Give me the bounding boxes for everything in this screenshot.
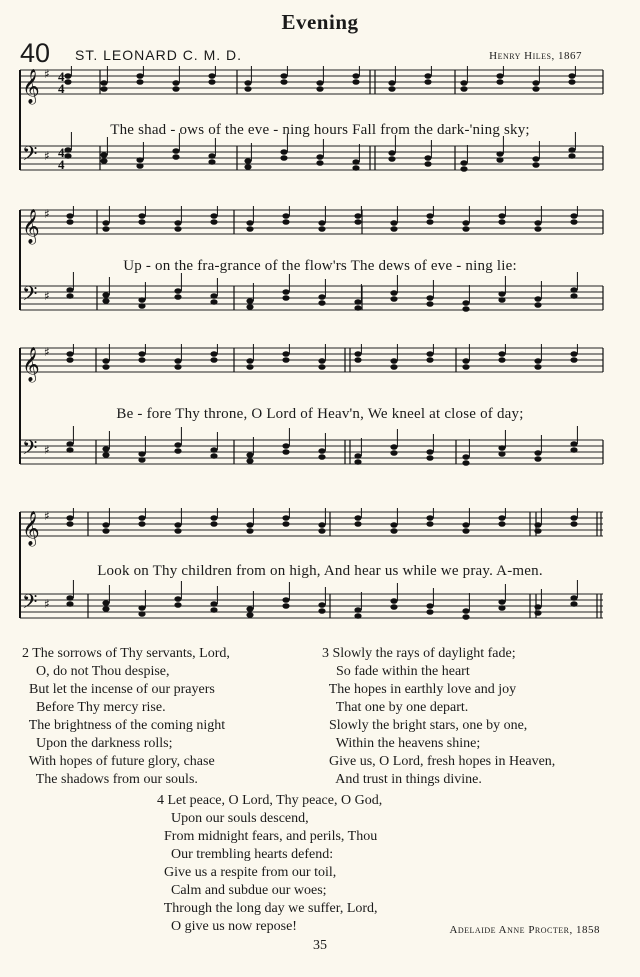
author-credit: Adelaide Anne Procter, 1858 (449, 924, 600, 936)
note-head (388, 150, 395, 156)
note-head (318, 522, 325, 528)
note-head (174, 602, 181, 608)
note-head (282, 521, 289, 527)
note-head (136, 157, 143, 163)
sharp-key-signature-icon: ♯ (44, 345, 50, 359)
note-head (354, 219, 361, 225)
note-head (210, 515, 217, 521)
verse-4 (157, 792, 382, 936)
note-head (318, 220, 325, 226)
note-head (460, 86, 467, 92)
note-head (318, 358, 325, 364)
note-head (102, 226, 109, 232)
note-head (534, 604, 541, 610)
note-head (102, 298, 109, 304)
note-head (354, 351, 361, 357)
note-head (210, 293, 217, 299)
verse-line: From midnight fears, and perils, Thou (157, 829, 378, 844)
note-head (136, 73, 143, 79)
note-head (102, 292, 109, 298)
bass-clef-icon: 𝄢 (22, 282, 38, 310)
sharp-key-signature-icon: ♯ (44, 207, 50, 221)
verse-line: Calm and subdue our woes; (157, 883, 327, 898)
note-head (426, 295, 433, 301)
note-head (498, 357, 505, 363)
note-head (354, 299, 361, 305)
note-head (570, 441, 577, 447)
note-head (426, 449, 433, 455)
note-head (136, 163, 143, 169)
note-head (66, 601, 73, 607)
note-head (498, 451, 505, 457)
note-head (138, 303, 145, 309)
note-head (100, 80, 107, 86)
note-head (282, 219, 289, 225)
verse-line: The brightness of the coming night (22, 718, 226, 733)
note-head (244, 164, 251, 170)
note-head (388, 80, 395, 86)
note-head (210, 351, 217, 357)
note-head (138, 351, 145, 357)
note-head (532, 156, 539, 162)
note-head (138, 219, 145, 225)
note-head (246, 364, 253, 370)
note-head (570, 357, 577, 363)
note-head (462, 460, 469, 466)
bass-clef-icon: 𝄢 (22, 590, 38, 618)
note-head (66, 447, 73, 453)
note-head (210, 601, 217, 607)
note-head (534, 358, 541, 364)
lyric-line-4: Look on Thy children from on high, And hear us while we pray. A-men. (97, 563, 543, 579)
note-head (174, 358, 181, 364)
note-head (426, 357, 433, 363)
note-head (390, 444, 397, 450)
note-head (460, 166, 467, 172)
note-head (318, 528, 325, 534)
note-head (174, 220, 181, 226)
verse-line: With hopes of future glory, chase (22, 754, 215, 769)
note-head (174, 448, 181, 454)
lyric-line-1: The shad - ows of the eve - ning hours Fall from the dark-'ning sky; (110, 122, 530, 138)
sharp-key-signature-icon: ♯ (44, 509, 50, 523)
note-head (208, 73, 215, 79)
note-head (246, 612, 253, 618)
note-head (66, 515, 73, 521)
note-head (172, 80, 179, 86)
note-head (66, 351, 73, 357)
note-head (246, 458, 253, 464)
note-head (534, 296, 541, 302)
note-head (496, 73, 503, 79)
sharp-key-signature-icon: ♯ (44, 443, 50, 457)
note-head (390, 604, 397, 610)
note-head (534, 450, 541, 456)
note-head (462, 300, 469, 306)
note-head (174, 364, 181, 370)
note-head (282, 289, 289, 295)
time-signature-icon: 4 (58, 69, 65, 84)
note-head (138, 357, 145, 363)
note-head (534, 456, 541, 462)
note-head (64, 147, 71, 153)
verse-line: O, do not Thou despise, (22, 664, 170, 679)
note-head (102, 606, 109, 612)
note-head (174, 288, 181, 294)
verse-2 (22, 645, 230, 789)
note-head (354, 357, 361, 363)
note-head (172, 148, 179, 154)
note-head (64, 73, 71, 79)
note-head (246, 452, 253, 458)
verse-line: Before Thy mercy rise. (22, 700, 166, 715)
note-head (462, 528, 469, 534)
note-head (426, 455, 433, 461)
sharp-key-signature-icon: ♯ (44, 67, 50, 81)
verse-line: 4 Let peace, O Lord, Thy peace, O God, (157, 793, 383, 808)
note-head (210, 453, 217, 459)
note-head (246, 528, 253, 534)
note-head (354, 453, 361, 459)
note-head (174, 522, 181, 528)
note-head (460, 160, 467, 166)
note-head (102, 528, 109, 534)
note-head (352, 73, 359, 79)
note-head (534, 302, 541, 308)
note-head (318, 294, 325, 300)
note-head (174, 442, 181, 448)
note-head (570, 595, 577, 601)
note-head (280, 79, 287, 85)
note-head (66, 357, 73, 363)
note-head (138, 605, 145, 611)
note-head (388, 86, 395, 92)
note-head (534, 528, 541, 534)
note-head (532, 162, 539, 168)
note-head (102, 522, 109, 528)
note-head (390, 296, 397, 302)
note-head (568, 147, 575, 153)
note-head (66, 287, 73, 293)
note-head (426, 609, 433, 615)
note-head (498, 219, 505, 225)
note-head (354, 305, 361, 311)
note-head (100, 86, 107, 92)
verse-line: Within the heavens shine; (322, 736, 481, 751)
note-head (462, 306, 469, 312)
note-head (210, 447, 217, 453)
note-head (424, 161, 431, 167)
verse-line: Upon the darkness rolls; (22, 736, 173, 751)
bass-clef-icon: 𝄢 (22, 142, 38, 170)
note-head (208, 79, 215, 85)
note-head (354, 613, 361, 619)
note-head (318, 300, 325, 306)
note-head (426, 603, 433, 609)
note-head (498, 291, 505, 297)
note-head (570, 601, 577, 607)
note-head (282, 351, 289, 357)
note-head (138, 297, 145, 303)
note-head (424, 79, 431, 85)
note-head (496, 151, 503, 157)
note-head (282, 443, 289, 449)
hymn-number: 40 (20, 38, 51, 68)
note-head (282, 295, 289, 301)
note-head (390, 358, 397, 364)
time-signature-icon: 4 (58, 81, 65, 96)
note-head (102, 446, 109, 452)
note-head (460, 80, 467, 86)
note-head (462, 454, 469, 460)
note-head (174, 596, 181, 602)
treble-clef-icon: 𝄞 (22, 209, 40, 244)
sharp-key-signature-icon: ♯ (44, 149, 50, 163)
note-head (426, 521, 433, 527)
treble-clef-icon: 𝄞 (22, 511, 40, 546)
note-head (66, 521, 73, 527)
note-head (534, 522, 541, 528)
verse-line: O give us now repose! (157, 919, 297, 934)
note-head (64, 79, 71, 85)
note-head (570, 351, 577, 357)
note-head (172, 86, 179, 92)
verse-line: But let the incense of our prayers (22, 682, 215, 697)
note-head (352, 79, 359, 85)
note-head (352, 165, 359, 171)
note-head (282, 213, 289, 219)
note-head (244, 80, 251, 86)
note-head (66, 595, 73, 601)
verse-line: 3 Slowly the rays of daylight fade; (322, 646, 516, 661)
tune-name: ST. LEONARD C. M. D. (75, 47, 243, 63)
note-head (66, 219, 73, 225)
note-head (282, 515, 289, 521)
verse-line: Upon our souls descend, (157, 811, 309, 826)
note-head (534, 220, 541, 226)
note-head (498, 351, 505, 357)
note-head (318, 448, 325, 454)
note-head (462, 358, 469, 364)
note-head (568, 79, 575, 85)
note-head (390, 226, 397, 232)
note-head (174, 294, 181, 300)
note-head (532, 86, 539, 92)
note-head (462, 364, 469, 370)
note-head (246, 606, 253, 612)
verse-line: So fade within the heart (322, 664, 470, 679)
note-head (570, 287, 577, 293)
verse-line: Through the long day we suffer, Lord, (157, 901, 378, 916)
note-head (210, 521, 217, 527)
note-head (570, 213, 577, 219)
time-signature-icon: 4 (58, 157, 65, 172)
note-head (246, 358, 253, 364)
note-head (280, 149, 287, 155)
note-head (64, 153, 71, 159)
note-head (498, 297, 505, 303)
note-head (282, 449, 289, 455)
verse-line: The shadows from our souls. (22, 772, 198, 787)
note-head (138, 213, 145, 219)
verse-line: Our trembling hearts defend: (157, 847, 334, 862)
note-head (498, 599, 505, 605)
note-head (318, 602, 325, 608)
note-head (66, 441, 73, 447)
composer-credit: Henry Hiles, 1867 (489, 50, 582, 62)
note-head (534, 226, 541, 232)
note-head (498, 445, 505, 451)
note-head (424, 155, 431, 161)
note-head (426, 301, 433, 307)
note-head (424, 73, 431, 79)
note-head (354, 607, 361, 613)
note-head (210, 299, 217, 305)
time-signature-icon: 4 (58, 145, 65, 160)
note-head (390, 290, 397, 296)
note-head (318, 454, 325, 460)
note-head (138, 515, 145, 521)
note-head (318, 608, 325, 614)
verse-line: That one by one depart. (322, 700, 469, 715)
note-head (352, 159, 359, 165)
note-head (496, 79, 503, 85)
lyric-line-3: Be - fore Thy throne, O Lord of Heav'n, We kneel at close of day; (116, 406, 524, 422)
note-head (498, 515, 505, 521)
note-head (246, 226, 253, 232)
note-head (570, 293, 577, 299)
verse-line: Give us a respite from our toil, (157, 865, 337, 880)
note-head (354, 521, 361, 527)
treble-clef-icon: 𝄞 (22, 69, 40, 104)
verse-line: Give us, O Lord, fresh hopes in Heaven, (322, 754, 556, 769)
note-head (316, 80, 323, 86)
note-head (462, 220, 469, 226)
note-head (568, 153, 575, 159)
note-head (390, 522, 397, 528)
note-head (138, 457, 145, 463)
note-head (316, 160, 323, 166)
note-head (354, 459, 361, 465)
note-head (246, 298, 253, 304)
note-head (570, 521, 577, 527)
verse-line: The hopes in earthly love and joy (322, 682, 517, 697)
note-head (246, 220, 253, 226)
note-head (210, 357, 217, 363)
note-head (462, 522, 469, 528)
note-head (102, 220, 109, 226)
note-head (100, 158, 107, 164)
note-head (102, 358, 109, 364)
treble-clef-icon: 𝄞 (22, 347, 40, 382)
note-head (318, 226, 325, 232)
note-head (570, 219, 577, 225)
note-head (316, 86, 323, 92)
note-head (244, 86, 251, 92)
note-head (246, 522, 253, 528)
note-head (100, 152, 107, 158)
note-head (462, 614, 469, 620)
note-head (102, 600, 109, 606)
note-head (174, 226, 181, 232)
note-head (390, 598, 397, 604)
note-head (172, 154, 179, 160)
verse-line: Slowly the bright stars, one by one, (322, 718, 528, 733)
sharp-key-signature-icon: ♯ (44, 597, 50, 611)
note-head (210, 607, 217, 613)
note-head (66, 213, 73, 219)
note-head (498, 521, 505, 527)
section-title: Evening (281, 10, 359, 34)
note-head (208, 159, 215, 165)
note-head (246, 304, 253, 310)
note-head (498, 605, 505, 611)
verse-line: And trust in things divine. (322, 772, 482, 787)
note-head (426, 351, 433, 357)
note-head (354, 515, 361, 521)
note-head (390, 364, 397, 370)
note-head (390, 220, 397, 226)
note-head (66, 293, 73, 299)
sharp-key-signature-icon: ♯ (44, 289, 50, 303)
note-head (208, 153, 215, 159)
note-head (138, 451, 145, 457)
verse-3 (322, 645, 555, 789)
verse-line: 2 The sorrows of Thy servants, Lord, (22, 646, 230, 661)
note-head (354, 213, 361, 219)
note-head (282, 597, 289, 603)
note-head (102, 452, 109, 458)
note-head (388, 156, 395, 162)
note-head (498, 213, 505, 219)
note-head (316, 154, 323, 160)
note-head (280, 155, 287, 161)
bass-clef-icon: 𝄢 (22, 436, 38, 464)
note-head (244, 158, 251, 164)
note-head (138, 521, 145, 527)
lyric-line-2: Up - on the fra-grance of the flow'rs The dews of eve - ning lie: (123, 258, 517, 274)
note-head (174, 528, 181, 534)
note-head (426, 219, 433, 225)
note-head (462, 608, 469, 614)
note-head (496, 157, 503, 163)
note-head (426, 515, 433, 521)
note-head (282, 357, 289, 363)
note-head (280, 73, 287, 79)
note-head (568, 73, 575, 79)
note-head (570, 515, 577, 521)
note-head (136, 79, 143, 85)
note-head (570, 447, 577, 453)
note-head (390, 450, 397, 456)
note-head (138, 611, 145, 617)
note-head (462, 226, 469, 232)
note-head (534, 610, 541, 616)
note-head (102, 364, 109, 370)
note-head (282, 603, 289, 609)
note-head (318, 364, 325, 370)
page-number: 35 (313, 938, 327, 953)
note-head (534, 364, 541, 370)
note-head (210, 219, 217, 225)
note-head (210, 213, 217, 219)
note-head (532, 80, 539, 86)
note-head (426, 213, 433, 219)
note-head (390, 528, 397, 534)
